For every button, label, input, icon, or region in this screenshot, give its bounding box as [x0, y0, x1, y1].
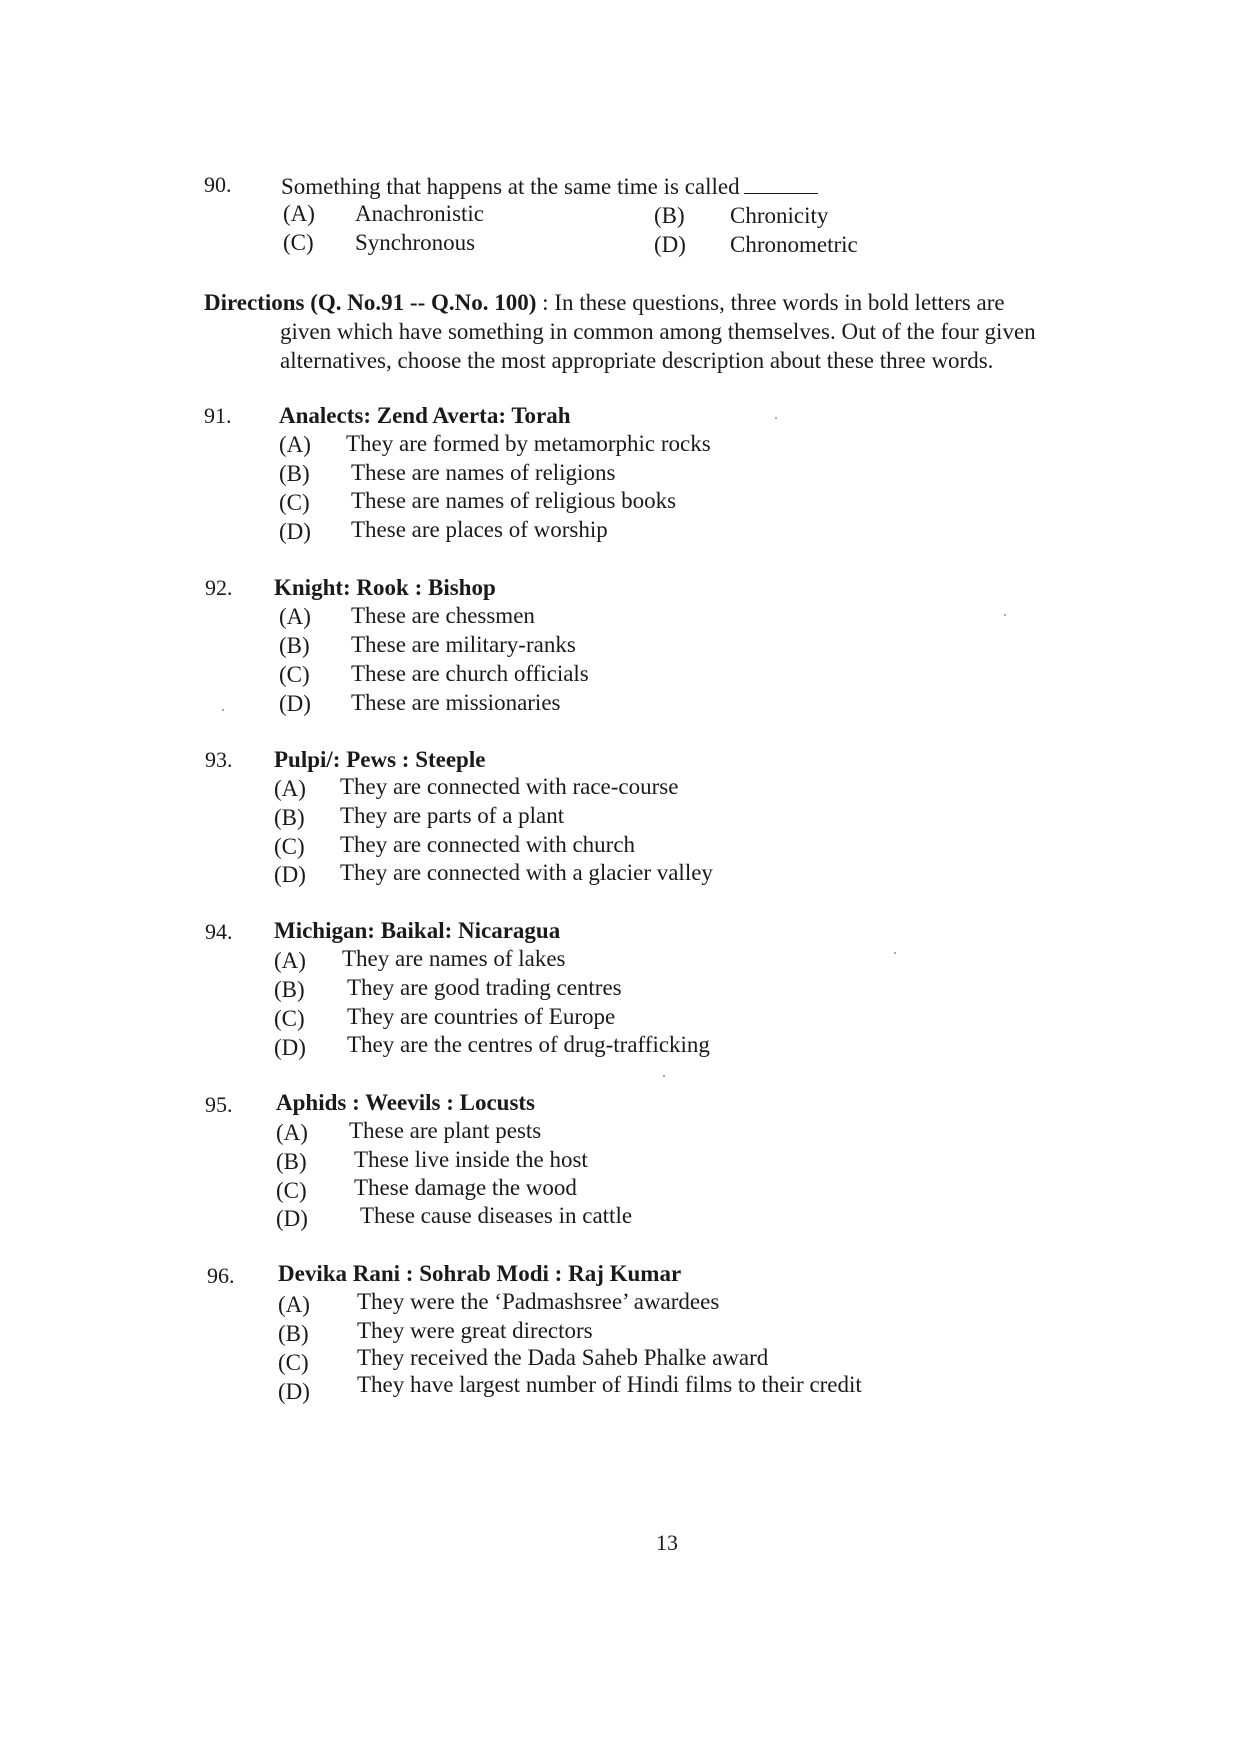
q96-option-b-label: (B)	[278, 1321, 309, 1346]
question-90-stem-text: Something that happens at the same time is called	[281, 174, 740, 199]
question-96-title: Devika Rani : Sohrab Modi : Raj Kumar	[278, 1261, 682, 1286]
q96-option-d-label: (D)	[278, 1379, 310, 1404]
q96-option-b-text: They were great directors	[357, 1318, 593, 1343]
question-96-number: 96.	[207, 1263, 235, 1288]
q95-option-c-label: (C)	[276, 1178, 307, 1203]
q92-option-a-text: These are chessmen	[351, 603, 535, 628]
q90-option-c-label: (C)	[283, 230, 314, 255]
q94-option-a-label: (A)	[274, 948, 306, 973]
q92-option-d-text: These are missionaries	[351, 690, 561, 715]
q93-option-b-text: They are parts of a plant	[340, 803, 565, 828]
q90-option-d-label: (D)	[654, 232, 686, 257]
q91-option-d-text: These are places of worship	[351, 517, 608, 542]
q93-option-a-text: They are connected with race-course	[340, 774, 679, 799]
q93-option-c-text: They are connected with church	[340, 832, 636, 857]
q96-option-a-label: (A)	[278, 1292, 310, 1317]
q90-option-a-label: (A)	[283, 201, 315, 226]
q91-option-b-label: (B)	[279, 461, 310, 486]
q91-option-c-label: (C)	[279, 490, 310, 515]
question-90-stem	[281, 173, 818, 200]
q91-option-d-label: (D)	[279, 519, 311, 544]
directions-line-3: alternatives, choose the most appropriate description about these three words.	[280, 348, 994, 373]
directions-line-1: : In these questions, three words in bold letters are	[536, 290, 1005, 315]
q94-option-b-label: (B)	[274, 977, 305, 1002]
question-94-title: Michigan: Baikal: Nicaragua	[274, 918, 561, 943]
q96-option-d-text: They have largest number of Hindi films to their credit	[357, 1372, 862, 1397]
page-number: 13	[656, 1530, 678, 1555]
scan-speck	[1004, 614, 1006, 616]
q95-option-a-label: (A)	[276, 1120, 308, 1145]
question-90-number: 90.	[204, 172, 232, 197]
question-93-number: 93.	[205, 747, 233, 772]
q90-option-b-text: Chronicity	[730, 203, 829, 228]
q92-option-b-label: (B)	[279, 633, 310, 658]
scan-speck	[222, 709, 224, 711]
q92-option-d-label: (D)	[279, 691, 311, 716]
q91-option-b-text: These are names of religions	[351, 460, 616, 485]
question-91-number: 91.	[204, 403, 232, 428]
q94-option-d-label: (D)	[274, 1035, 306, 1060]
question-94-number: 94.	[205, 919, 233, 944]
scan-speck	[775, 417, 777, 419]
answer-blank	[744, 173, 818, 194]
q93-option-b-label: (B)	[274, 805, 305, 830]
q93-option-d-label: (D)	[274, 862, 306, 887]
q93-option-c-label: (C)	[274, 834, 305, 859]
q91-option-a-text: They are formed by metamorphic rocks	[346, 431, 711, 456]
q92-option-c-text: These are church officials	[351, 661, 589, 686]
q94-option-d-text: They are the centres of drug-trafficking	[347, 1032, 710, 1057]
q95-option-d-label: (D)	[276, 1206, 308, 1231]
question-91-title: Analects: Zend Averta: Torah	[279, 403, 571, 428]
q95-option-c-text: These damage the wood	[354, 1175, 577, 1200]
scan-speck	[894, 952, 896, 954]
question-95-number: 95.	[205, 1092, 233, 1117]
q93-option-a-label: (A)	[274, 776, 306, 801]
q93-option-d-text: They are connected with a glacier valley	[340, 860, 713, 885]
q96-option-a-text: They were the ‘Padmashsree’ awardees	[357, 1289, 720, 1314]
q95-option-b-label: (B)	[276, 1149, 307, 1174]
q90-option-c-text: Synchronous	[355, 230, 476, 255]
directions-first-line	[204, 288, 1134, 317]
q95-option-a-text: These are plant pests	[349, 1118, 542, 1143]
q91-option-c-text: These are names of religious books	[351, 488, 677, 513]
q91-option-a-label: (A)	[279, 432, 311, 457]
q94-option-a-text: They are names of lakes	[342, 946, 566, 971]
q92-option-a-label: (A)	[279, 604, 311, 629]
q96-option-c-label: (C)	[278, 1350, 309, 1375]
q90-option-b-label: (B)	[654, 203, 685, 228]
q95-option-b-text: These live inside the host	[354, 1147, 588, 1172]
question-95-title: Aphids : Weevils : Locusts	[276, 1090, 536, 1115]
question-93-title: Pulpi/: Pews : Steeple	[274, 747, 486, 772]
q94-option-c-label: (C)	[274, 1006, 305, 1031]
question-92-title: Knight: Rook : Bishop	[274, 575, 496, 600]
question-92-number: 92.	[205, 575, 233, 600]
q90-option-a-text: Anachronistic	[355, 201, 485, 226]
scan-speck	[663, 1075, 665, 1077]
q92-option-c-label: (C)	[279, 662, 310, 687]
directions-heading: Directions (Q. No.91 -- Q.No. 100)	[204, 290, 537, 315]
q92-option-b-text: These are military-ranks	[351, 632, 576, 657]
directions-block	[204, 288, 1134, 375]
q96-option-c-text: They received the Dada Saheb Phalke award	[357, 1345, 769, 1370]
q95-option-d-text: These cause diseases in cattle	[360, 1203, 633, 1228]
directions-line-2: given which have something in common among themselves. Out of the four given	[280, 319, 1036, 344]
q94-option-b-text: They are good trading centres	[347, 975, 622, 1000]
q90-option-d-text: Chronometric	[730, 232, 858, 257]
q94-option-c-text: They are countries of Europe	[347, 1004, 616, 1029]
